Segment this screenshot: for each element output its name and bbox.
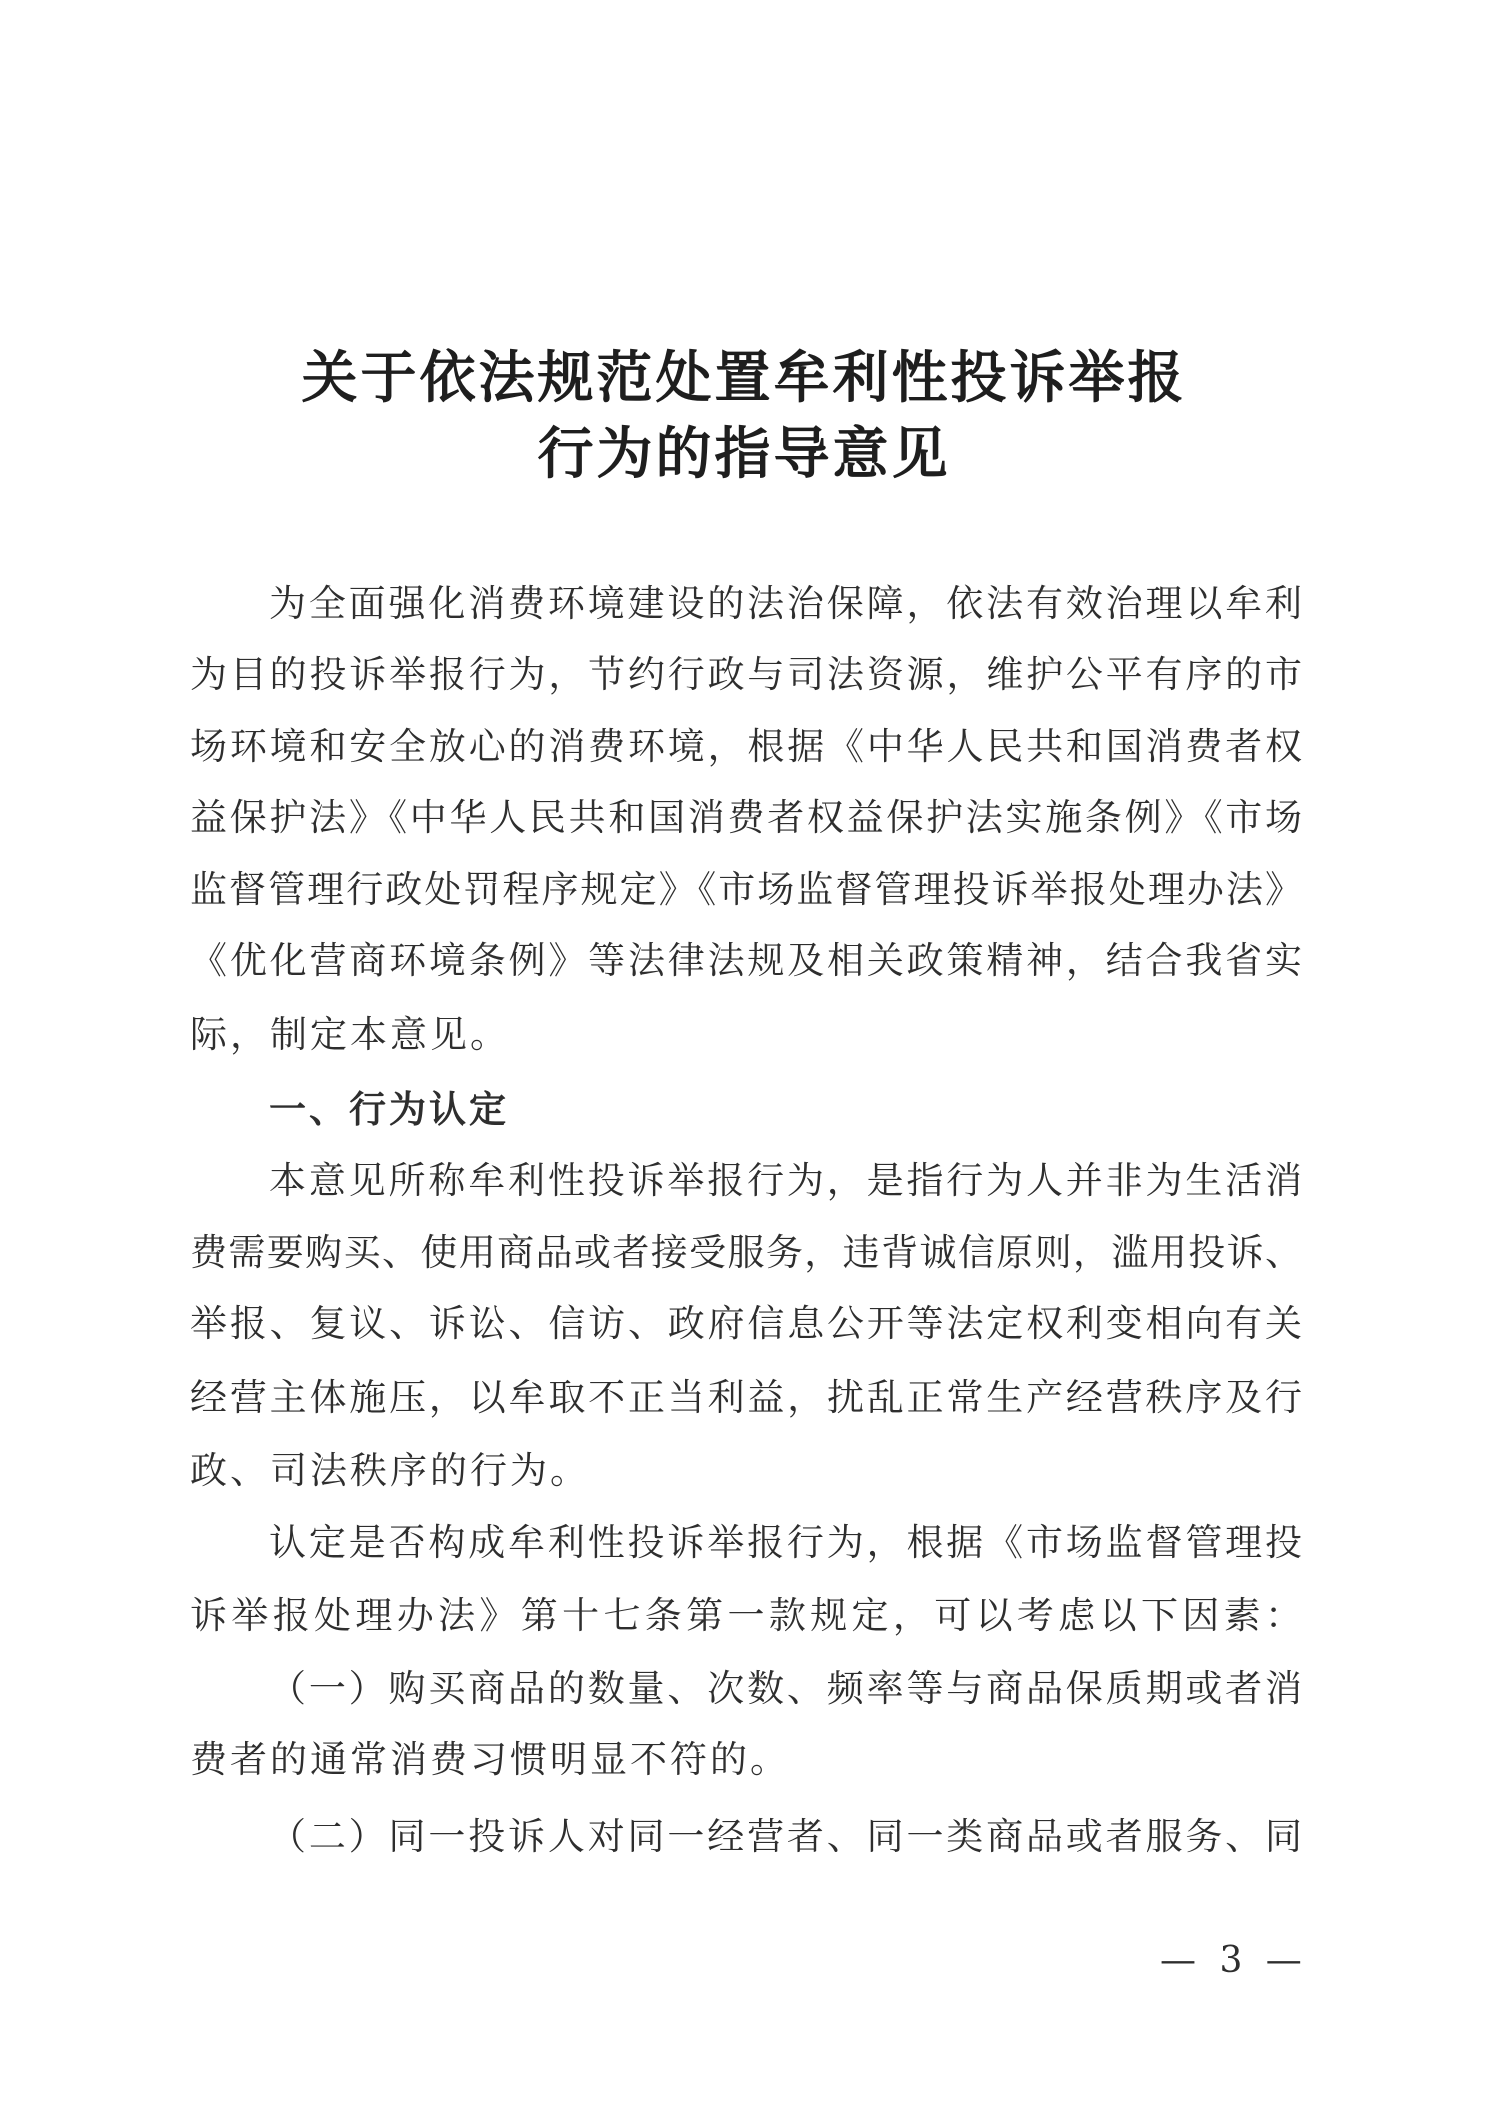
text-line: 际，制定本意见。 bbox=[190, 1013, 510, 1056]
text-line: 费需要购买、使用商品或者接受服务，违背诚信原则，滥用投诉、 bbox=[190, 1231, 1302, 1274]
text-line: 本意见所称牟利性投诉举报行为，是指行为人并非为生活消 bbox=[269, 1159, 1302, 1202]
text-line: 举报、复议、诉讼、信访、政府信息公开等法定权利变相向有关 bbox=[190, 1302, 1302, 1345]
text-line: 政、司法秩序的行为。 bbox=[190, 1449, 590, 1492]
text-line: 诉举报处理办法》第十七条第一款规定，可以考虑以下因素： bbox=[190, 1594, 1302, 1637]
document-title-line-2: 行为的指导意见 bbox=[537, 421, 951, 487]
page-number: — 3 — bbox=[1160, 1940, 1308, 1981]
text-line: （一）购买商品的数量、次数、频率等与商品保质期或者消 bbox=[269, 1667, 1302, 1710]
text-line: 监督管理行政处罚程序规定》《市场监督管理投诉举报处理办法》 bbox=[190, 868, 1302, 911]
text-line: 经营主体施压，以牟取不正当利益，扰乱正常生产经营秩序及行 bbox=[190, 1376, 1302, 1419]
text-line: 为目的投诉举报行为，节约行政与司法资源，维护公平有序的市 bbox=[190, 653, 1302, 696]
text-line: 场环境和安全放心的消费环境，根据《中华人民共和国消费者权 bbox=[190, 725, 1302, 768]
document-title-line-1: 关于依法规范处置牟利性投诉举报 bbox=[301, 345, 1187, 411]
text-line: （二）同一投诉人对同一经营者、同一类商品或者服务、同 bbox=[269, 1815, 1302, 1858]
text-line: 益保护法》《中华人民共和国消费者权益保护法实施条例》《市场 bbox=[190, 796, 1302, 839]
text-line: 为全面强化消费环境建设的法治保障，依法有效治理以牟利 bbox=[269, 582, 1302, 625]
text-line: 《优化营商环境条例》等法律法规及相关政策精神，结合我省实 bbox=[190, 939, 1302, 982]
text-line: 费者的通常消费习惯明显不符的。 bbox=[190, 1738, 790, 1781]
text-line: 认定是否构成牟利性投诉举报行为，根据《市场监督管理投 bbox=[269, 1521, 1302, 1564]
section-heading: 一、行为认定 bbox=[269, 1088, 509, 1131]
